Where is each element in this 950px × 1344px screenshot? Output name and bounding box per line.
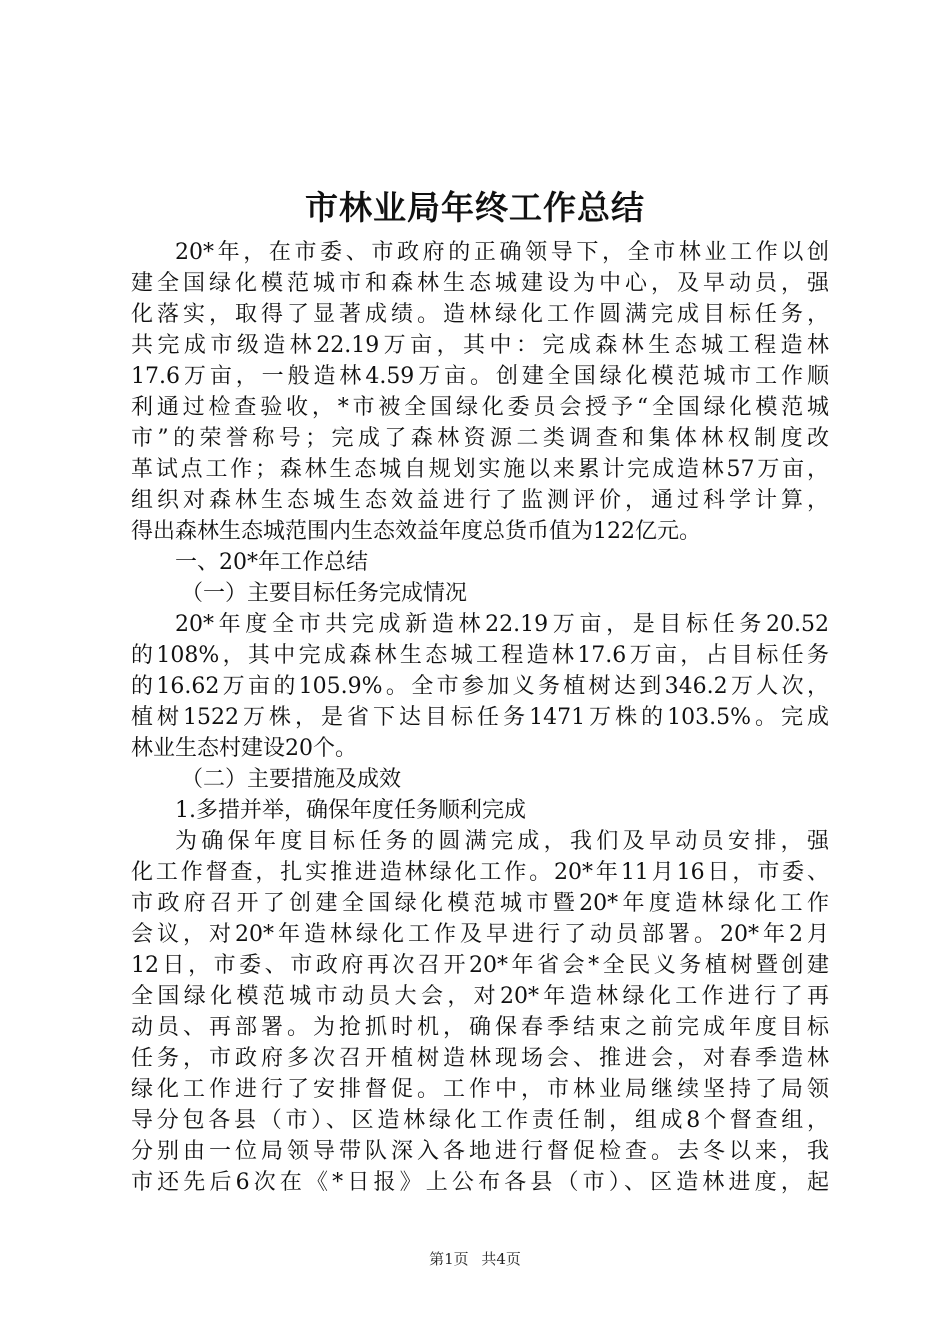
paragraph-line: 会议，对20*年造林绿化工作及早进行了动员部署。20*年2月 — [131, 922, 829, 947]
paragraph-line: 植树1522万株，是省下达目标任务1471万株的103.5%。完成 — [131, 705, 829, 730]
paragraph-line: 全国绿化模范城市动员大会，对20*年造林绿化工作进行了再 — [131, 984, 829, 1009]
document-body — [131, 237, 829, 1198]
paragraph-line: 市”的荣誉称号；完成了森林资源二类调查和集体林权制度改 — [131, 426, 829, 451]
paragraph-line: 的16.62万亩的105.9%。全市参加义务植树达到346.2万人次， — [131, 674, 829, 699]
paragraph-line: 动员、再部署。为抢抓时机，确保春季结束之前完成年度目标 — [131, 1015, 829, 1040]
paragraph-line: 绿化工作进行了安排督促。工作中，市林业局继续坚持了局领 — [131, 1077, 829, 1102]
paragraph-line: 化落实，取得了显著成绩。造林绿化工作圆满完成目标任务， — [131, 302, 829, 327]
paragraph-line: 化工作督查，扎实推进造林绿化工作。20*年11月16日，市委、 — [131, 860, 829, 885]
paragraph-line: 市还先后6次在《*日报》上公布各县（市）、区造林进度，起 — [131, 1170, 829, 1195]
paragraph-line: 建全国绿化模范城市和森林生态城建设为中心，及早动员，强 — [131, 271, 829, 296]
subsection-heading: （一）主要目标任务完成情况 — [181, 581, 468, 606]
paragraph-line: 市政府召开了创建全国绿化模范城市暨20*年度造林绿化工作 — [131, 891, 829, 916]
page-number: 第1页 — [429, 1250, 469, 1268]
paragraph-line: 分别由一位局领导带队深入各地进行督促检查。去冬以来，我 — [131, 1139, 829, 1164]
page-footer — [0, 1248, 950, 1269]
paragraph-line: 共完成市级造林22.19万亩，其中：完成森林生态城工程造林 — [131, 333, 829, 358]
paragraph-line: 20*年度全市共完成新造林22.19万亩，是目标任务20.52 — [175, 612, 829, 637]
paragraph-line: 20*年，在市委、市政府的正确领导下，全市林业工作以创 — [175, 240, 829, 265]
paragraph-line: 的108%，其中完成森林生态城工程造林17.6万亩，占目标任务 — [131, 643, 829, 668]
page-total: 共4页 — [481, 1250, 521, 1268]
paragraph-line: 12日，市委、市政府再次召开20*年省会*全民义务植树暨创建 — [131, 953, 829, 978]
paragraph-line: 为确保年度目标任务的圆满完成，我们及早动员安排，强 — [175, 829, 829, 854]
document-title: 市林业局年终工作总结 — [305, 188, 645, 227]
paragraph-line: 任务，市政府多次召开植树造林现场会、推进会，对春季造林 — [131, 1046, 829, 1071]
item-heading: 1.多措并举，确保年度任务顺利完成 — [175, 798, 526, 823]
paragraph-line: 17.6万亩，一般造林4.59万亩。创建全国绿化模范城市工作顺 — [131, 364, 829, 389]
subsection-heading: （二）主要措施及成效 — [181, 767, 402, 792]
paragraph-line: 组织对森林生态城生态效益进行了监测评价，通过科学计算， — [131, 488, 829, 513]
section-heading: 一、20*年工作总结 — [175, 550, 368, 575]
paragraph-line: 得出森林生态城范围内生态效益年度总货币值为122亿元。 — [131, 519, 701, 544]
paragraph-line: 革试点工作；森林生态城自规划实施以来累计完成造林57万亩， — [131, 457, 829, 482]
paragraph-line: 利通过检查验收，*市被全国绿化委员会授予“全国绿化模范城 — [131, 395, 829, 420]
paragraph-line: 导分包各县（市）、区造林绿化工作责任制，组成8个督查组， — [131, 1108, 829, 1133]
paragraph-line: 林业生态村建设20个。 — [131, 736, 357, 761]
